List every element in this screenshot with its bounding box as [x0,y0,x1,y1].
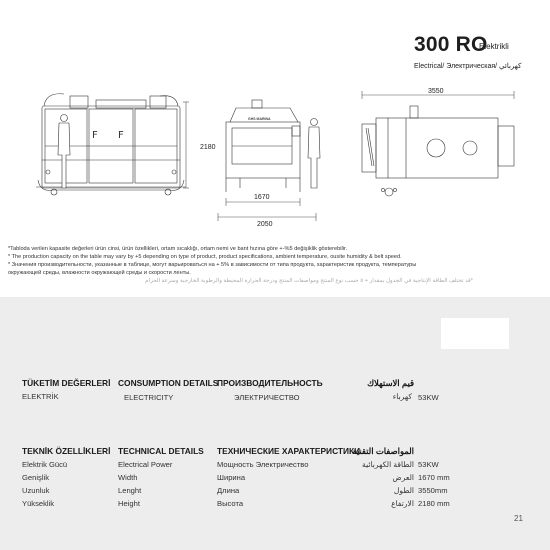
note-russian-2: окружающей среды, влажности окружающей среды и скорости ленты. [8,270,191,276]
tech-row-tr: Elektrik Gücü [22,460,68,469]
svg-text:F: F [118,130,124,141]
tech-row-tr: Yükseklik [22,499,55,508]
tech-row-value: 3550mm [418,486,448,495]
tech-row-en: Width [118,473,138,482]
length-dimension-label: 3550 [428,88,444,95]
consumption-row-tr: ELEKTRİK [22,392,59,401]
model-title: 300 RO [414,33,488,56]
side-view-drawing [226,100,320,192]
height-dimension-label: 2180 [200,144,216,151]
note-russian-1: * Значения производительности, указанные в таблице, могут варьироваться на + 5% в зависимости от типа продукта, характеристик продукта, температуры [8,262,417,268]
tech-row-value: 2180 mm [418,499,450,508]
note-arabic: *قد تختلف الطاقة الإنتاجية في الجدول بمقدار + ٥ حسب نوع المنتج ومواصفات المنتج ودرجة الحرارة المحيطة والرطوبة الخارجية وسرعة الحزام [145,278,473,284]
tech-row-ru: Высота [217,499,244,508]
page-number: 21 [514,514,523,523]
logo-placeholder-box [441,318,509,349]
tech-row-tr: Genişlik [22,473,50,482]
technical-title-ar: المواصفات التقنية [352,446,414,456]
inner-width-dimension-label: 1670 [254,194,270,201]
consumption-row-ar: كهرباء [392,392,412,401]
consumption-row-en: ELECTRICITY [124,393,174,402]
top-view-drawing [362,106,514,196]
technical-title-tr: TEKNİK ÖZELLİKLERİ [22,446,111,456]
consumption-title-ru: ПРОИЗВОДИТЕЛЬНОСТЬ [217,378,323,388]
note-turkish: *Tabloda verilen kapasite değerleri ürün cinsi, ürün özellikleri, ortam sıcaklığı, ortam nemi ve bant hızına göre +-%5 değişiklik gösterebilir. [8,246,348,252]
technical-drawings [0,80,550,240]
tech-row-ar: العرض [392,473,414,482]
tech-row-ru: Мощность Электричество [217,460,309,469]
consumption-row-ru: ЭЛЕКТРИЧЕСТВО [234,393,300,402]
tech-row-tr: Uzunluk [22,486,50,495]
front-view-drawing [36,94,186,195]
tech-row-ru: Длина [217,486,240,495]
tech-row-en: Electrical Power [118,460,173,469]
tech-row-value: 1670 mm [418,473,450,482]
capacity-notes [8,245,543,285]
technical-title-ru: ТЕХНИЧЕСКИЕ ХАРАКТЕРИСТИКИ [217,446,361,456]
tech-row-en: Lenght [118,486,142,495]
tech-row-ar: الطاقة الكهربائية [362,460,414,469]
tech-row-ar: الطول [393,486,414,495]
consumption-row-value: 53KW [418,393,439,402]
outer-width-dimension-label: 2050 [257,221,273,228]
model-subtitle: Elektrikli [479,42,509,51]
consumption-title-tr: TÜKETİM DEĞERLERİ [22,378,111,388]
technical-title-en: TECHNICAL DETAILS [118,446,204,456]
consumption-title-en: CONSUMPTION DETAILS [118,378,219,388]
tech-row-ar: الارتفاع [391,499,414,508]
tech-row-en: Height [118,499,140,508]
consumption-title-ar: قيم الاستهلاك [367,378,414,388]
note-english: * The production capacity on the table may vary by +5 depending on type of product, product specifications, ambient temperature, ousite humidity & belt speed. [8,254,402,260]
tech-row-ru: Ширина [217,473,246,482]
svg-text:F: F [92,130,98,141]
electrical-label: Electrical/ Электрическая/ كهربائي [414,63,522,70]
tech-row-value: 53KW [418,460,439,469]
front-brand-label: GHS MARINA [248,117,271,121]
